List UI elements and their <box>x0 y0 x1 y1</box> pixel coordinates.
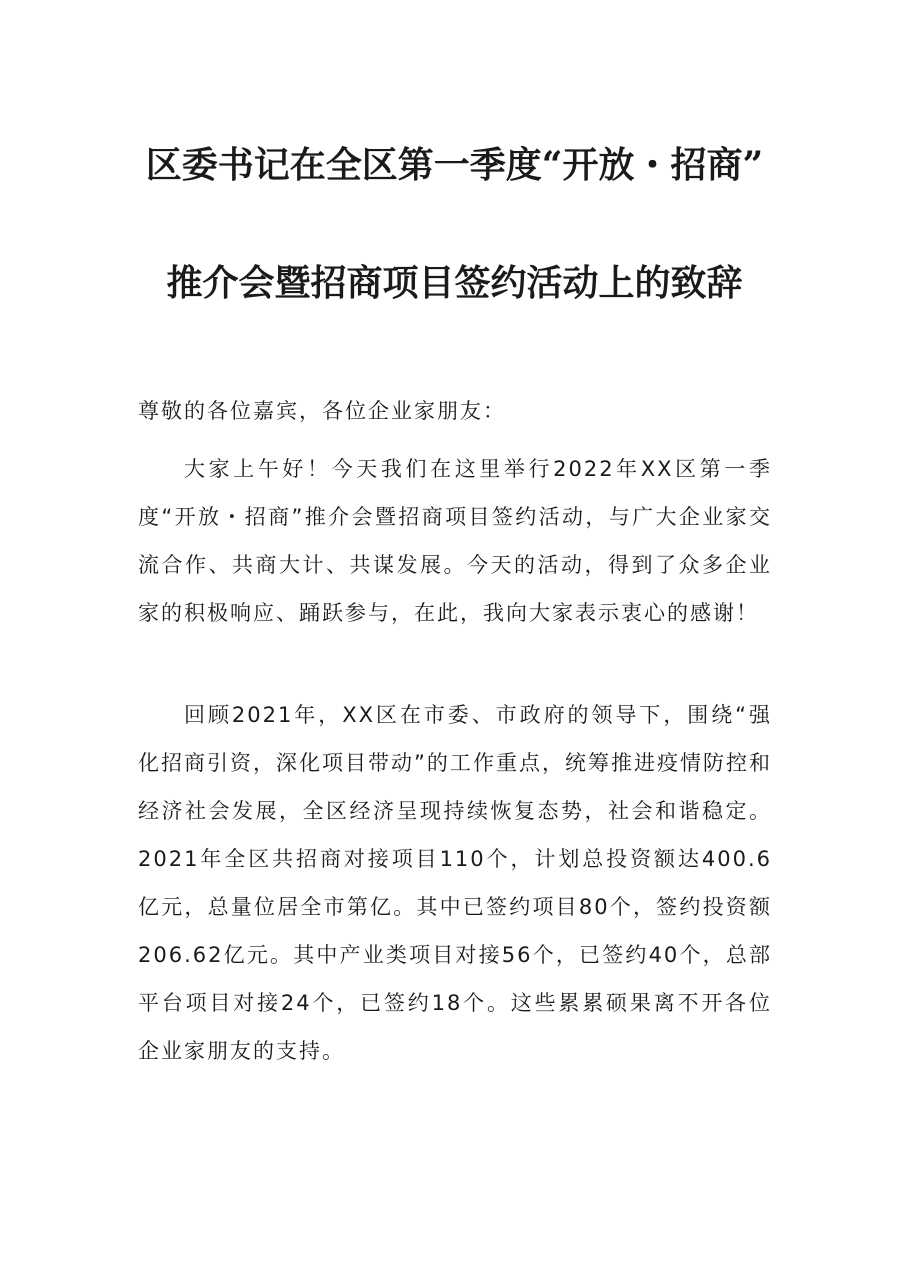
paragraph: 回顾2021年，XX区在市委、市政府的领导下，围绕“强化招商引资，深化项目带动”的工作重点，统筹推进疫情防控和经济社会发展，全区经济呈现持续恢复态势，社会和谐稳定。2021年全区共招商对接项目110个，计划总投资额达400.6亿元，总量位居全市第亿。其中已签约项目80个，签约投资额206.62亿元。其中产业类项目对接56个，已签约40个，总部平台项目对接24个，已签约18个。这些累累硕果离不开各位企业家朋友的支持。 <box>138 703 772 1063</box>
document-title-line-1: 区委书记在全区第一季度“开放・招商” <box>145 144 764 186</box>
salutation: 尊敬的各位嘉宾，各位企业家朋友： <box>138 399 506 423</box>
document-title-line-2: 推介会暨招商项目签约活动上的致辞 <box>166 262 743 304</box>
paragraph: 大家上午好！今天我们在这里举行2022年XX区第一季度“开放・招商”推介会暨招商项目签约活动，与广大企业家交流合作、共商大计、共谋发展。今天的活动，得到了众多企业家的积极响应、踊跃参与，在此，我向大家表示衷心的感谢！ <box>138 457 772 625</box>
